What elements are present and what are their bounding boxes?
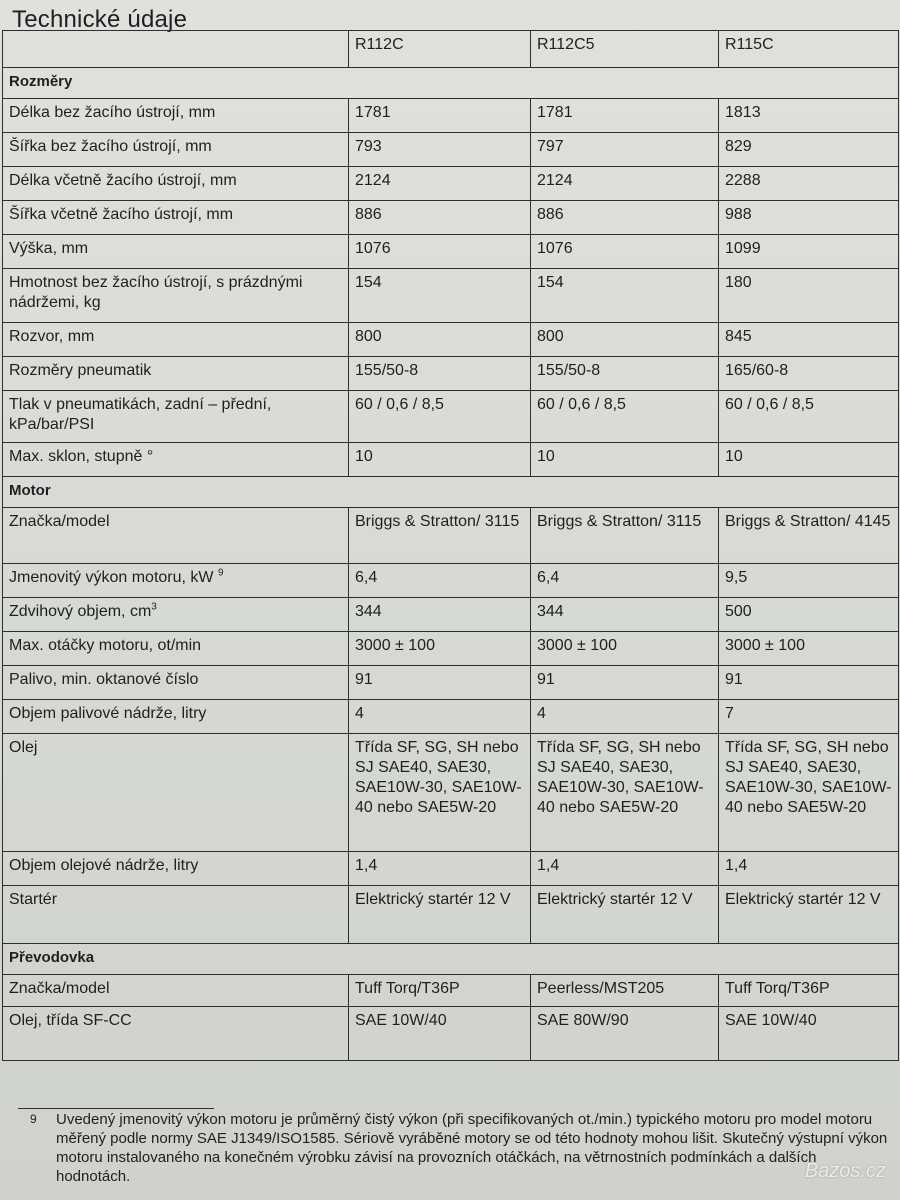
value-cell-model-2: 800: [531, 323, 719, 357]
table-row: [3, 852, 899, 886]
value-cell-model-1: 154: [349, 269, 531, 323]
value-cell-model-1: 344: [349, 598, 531, 632]
value-cell-model-1: 1076: [349, 235, 531, 269]
table-row: [3, 632, 899, 666]
table-row: [3, 391, 899, 443]
value-cell-model-3: Elektrický startér 12 V: [719, 886, 899, 944]
value-cell-model-2: 91: [531, 666, 719, 700]
value-cell-model-1: 1781: [349, 99, 531, 133]
table-row: [3, 133, 899, 167]
row-label-cell: [3, 632, 349, 666]
header-model-3: R115C: [719, 31, 899, 68]
row-label: Objem olejové nádrže, litry: [9, 857, 199, 874]
table-row: [3, 269, 899, 323]
table-row: [3, 235, 899, 269]
row-label: Značka/model: [9, 980, 110, 997]
value-cell-model-1: 800: [349, 323, 531, 357]
row-label: Max. sklon, stupně °: [9, 448, 154, 465]
value-cell-model-2: 10: [531, 443, 719, 477]
row-label-cell: [3, 323, 349, 357]
row-label-cell: [3, 666, 349, 700]
table-row: [3, 201, 899, 235]
value-cell-model-3: 165/60-8: [719, 357, 899, 391]
section-heading: Převodovka: [3, 944, 899, 975]
row-label: Olej, třída SF-CC: [9, 1012, 132, 1029]
value-cell-model-3: 91: [719, 666, 899, 700]
value-cell-model-3: 2288: [719, 167, 899, 201]
row-label-cell: [3, 852, 349, 886]
row-label-cell: [3, 269, 349, 323]
value-cell-model-2: 886: [531, 201, 719, 235]
row-label-cell: [3, 886, 349, 944]
row-label: Palivo, min. oktanové číslo: [9, 671, 199, 688]
value-cell-model-3: 1813: [719, 99, 899, 133]
value-cell-model-2: 3000 ± 100: [531, 632, 719, 666]
table-row: [3, 700, 899, 734]
row-label-cell: [3, 133, 349, 167]
table-row: [3, 357, 899, 391]
value-cell-model-1: 60 / 0,6 / 8,5: [349, 391, 531, 443]
section-heading: Motor: [3, 477, 899, 508]
row-label: Šířka bez žacího ústrojí, mm: [9, 138, 212, 155]
row-label: Objem palivové nádrže, litry: [9, 705, 207, 722]
row-label-cell: [3, 564, 349, 598]
section-row: [3, 68, 899, 99]
row-label: Jmenovitý výkon motoru, kW: [9, 569, 214, 586]
value-cell-model-3: 3000 ± 100: [719, 632, 899, 666]
value-cell-model-2: 1781: [531, 99, 719, 133]
value-cell-model-2: 1076: [531, 235, 719, 269]
value-cell-model-3: 9,5: [719, 564, 899, 598]
row-label-cell: [3, 734, 349, 852]
row-label-cell: [3, 391, 349, 443]
table-row: [3, 99, 899, 133]
row-label: Délka bez žacího ústrojí, mm: [9, 104, 216, 121]
value-cell-model-3: 845: [719, 323, 899, 357]
row-label-cell: [3, 201, 349, 235]
row-label-cell: [3, 167, 349, 201]
value-cell-model-1: 155/50-8: [349, 357, 531, 391]
table-row: [3, 975, 899, 1007]
table-row: [3, 508, 899, 564]
row-label-cell: [3, 700, 349, 734]
value-cell-model-3: 829: [719, 133, 899, 167]
value-cell-model-2: SAE 80W/90: [531, 1007, 719, 1061]
value-cell-model-1: 1,4: [349, 852, 531, 886]
row-label: Značka/model: [9, 513, 110, 530]
row-label: Šířka včetně žacího ústrojí, mm: [9, 206, 234, 223]
row-label: Olej: [9, 739, 38, 756]
page-title: Technické údaje: [12, 6, 188, 33]
section-row: [3, 944, 899, 975]
row-label: Startér: [9, 891, 58, 908]
value-cell-model-3: Briggs & Stratton/ 4145: [719, 508, 899, 564]
row-label-cell: [3, 357, 349, 391]
value-cell-model-1: 3000 ± 100: [349, 632, 531, 666]
row-label-cell: [3, 975, 349, 1007]
table-row: [3, 1007, 899, 1061]
value-cell-model-2: 797: [531, 133, 719, 167]
row-label-cell: [3, 443, 349, 477]
table-row: [3, 443, 899, 477]
section-heading: Rozměry: [3, 68, 899, 99]
row-label: Max. otáčky motoru, ot/min: [9, 637, 202, 654]
value-cell-model-1: 2124: [349, 167, 531, 201]
value-cell-model-3: 180: [719, 269, 899, 323]
value-cell-model-2: Briggs & Stratton/ 3115: [531, 508, 719, 564]
value-cell-model-3: 1099: [719, 235, 899, 269]
value-cell-model-1: Briggs & Stratton/ 3115: [349, 508, 531, 564]
value-cell-model-3: 500: [719, 598, 899, 632]
value-cell-model-3: 10: [719, 443, 899, 477]
row-label-cell: [3, 598, 349, 632]
row-label-cell: [3, 508, 349, 564]
table-row: [3, 886, 899, 944]
table-row: [3, 564, 899, 598]
table-row: [3, 734, 899, 852]
row-label-cell: [3, 99, 349, 133]
value-cell-model-1: Elektrický startér 12 V: [349, 886, 531, 944]
header-model-2: R112C5: [531, 31, 719, 68]
value-cell-model-3: 7: [719, 700, 899, 734]
value-cell-model-2: Elektrický startér 12 V: [531, 886, 719, 944]
row-label-cell: [3, 1007, 349, 1061]
row-label: Hmotnost bez žacího ústrojí, s prázdnými nádržemi, kg: [9, 274, 303, 311]
table-header-row: [3, 31, 899, 68]
footnote-divider: [18, 1108, 214, 1109]
value-cell-model-1: 10: [349, 443, 531, 477]
value-cell-model-1: 886: [349, 201, 531, 235]
value-cell-model-2: 4: [531, 700, 719, 734]
table-row: [3, 666, 899, 700]
footnote-number: 9: [30, 1112, 37, 1126]
watermark-logo: Bazos.cz: [804, 1160, 886, 1182]
value-cell-model-3: 988: [719, 201, 899, 235]
footnote-text: Uvedený jmenovitý výkon motoru je průměrný čistý výkon (při specifikovaných ot./min.) typického motoru pro model motoru měřený podle normy SAE J1349/ISO1585. Sériově vyráběné motory se od této hodnoty mohou lišit. Skutečný výstupní výkon motoru instalovaného na konečném výrobku závisí na provozních otáčkách, na větrnostních podmínkách a dalších hodnotách.: [56, 1111, 888, 1185]
table-row: [3, 323, 899, 357]
value-cell-model-1: Třída SF, SG, SH nebo SJ SAE40, SAE30, SAE10W-30, SAE10W-40 nebo SAE5W-20: [349, 734, 531, 852]
row-label-cell: [3, 235, 349, 269]
value-cell-model-1: 793: [349, 133, 531, 167]
section-row: [3, 477, 899, 508]
row-label: Zdvihový objem, cm: [9, 603, 152, 620]
value-cell-model-1: 91: [349, 666, 531, 700]
value-cell-model-3: Tuff Torq/T36P: [719, 975, 899, 1007]
row-label: Rozvor, mm: [9, 328, 95, 345]
row-label: Rozměry pneumatik: [9, 362, 152, 379]
value-cell-model-2: 155/50-8: [531, 357, 719, 391]
header-model-1: R112C: [349, 31, 531, 68]
row-label-superscript: 3: [151, 601, 157, 613]
value-cell-model-2: 60 / 0,6 / 8,5: [531, 391, 719, 443]
value-cell-model-3: SAE 10W/40: [719, 1007, 899, 1061]
value-cell-model-1: SAE 10W/40: [349, 1007, 531, 1061]
table-row: [3, 598, 899, 632]
spec-table: [2, 30, 899, 1061]
value-cell-model-2: Peerless/MST205: [531, 975, 719, 1007]
table-row: [3, 167, 899, 201]
header-blank-cell: [3, 31, 349, 68]
row-label: Délka včetně žacího ústrojí, mm: [9, 172, 237, 189]
value-cell-model-3: Třída SF, SG, SH nebo SJ SAE40, SAE30, SAE10W-30, SAE10W-40 nebo SAE5W-20: [719, 734, 899, 852]
row-label: Výška, mm: [9, 240, 89, 257]
value-cell-model-2: 1,4: [531, 852, 719, 886]
value-cell-model-2: 344: [531, 598, 719, 632]
value-cell-model-1: Tuff Torq/T36P: [349, 975, 531, 1007]
value-cell-model-1: 4: [349, 700, 531, 734]
value-cell-model-3: 60 / 0,6 / 8,5: [719, 391, 899, 443]
row-label-superscript: 9: [217, 567, 224, 579]
value-cell-model-2: 2124: [531, 167, 719, 201]
value-cell-model-2: Třída SF, SG, SH nebo SJ SAE40, SAE30, SAE10W-30, SAE10W-40 nebo SAE5W-20: [531, 734, 719, 852]
value-cell-model-1: 6,4: [349, 564, 531, 598]
value-cell-model-2: 6,4: [531, 564, 719, 598]
value-cell-model-2: 154: [531, 269, 719, 323]
row-label: Tlak v pneumatikách, zadní – přední, kPa/bar/PSI: [9, 396, 272, 433]
value-cell-model-3: 1,4: [719, 852, 899, 886]
